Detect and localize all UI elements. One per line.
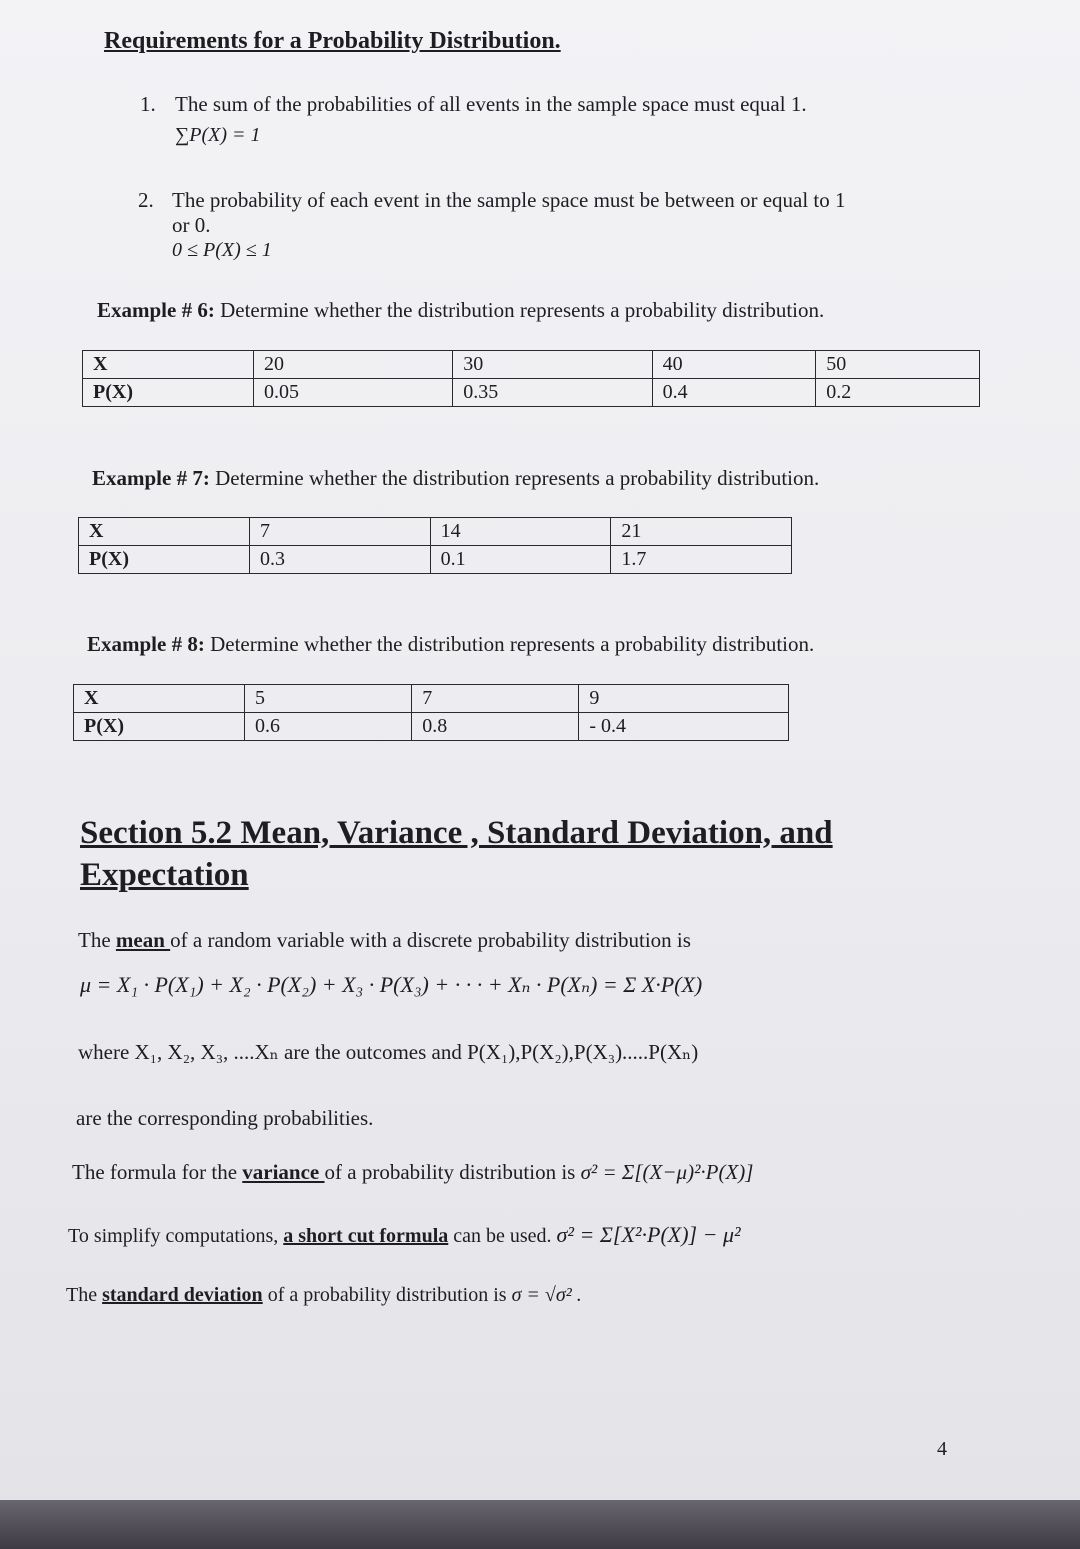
x-cell: 14 xyxy=(430,518,611,546)
x-label-cell: X xyxy=(74,685,245,713)
shortcut-term: a short cut formula xyxy=(283,1225,449,1247)
sd-term: standard deviation xyxy=(102,1284,263,1306)
x-cell: 50 xyxy=(816,351,980,379)
p-label-cell: P(X) xyxy=(79,546,250,574)
p-cell: 0.2 xyxy=(816,379,980,407)
x-cell: 40 xyxy=(652,351,816,379)
example-7-text: Determine whether the distribution represents a probability distribution. xyxy=(209,466,820,490)
variance-term: variance xyxy=(242,1160,325,1184)
example-8-text: Determine whether the distribution represents a probability distribution. xyxy=(204,632,815,656)
rule-1-number: 1. xyxy=(140,92,156,116)
example-8-label: Example # 8: xyxy=(87,632,205,656)
variance-pre: The formula for the xyxy=(72,1160,243,1184)
sd-formula: σ = √σ² . xyxy=(511,1284,582,1306)
p-cell: 0.8 xyxy=(412,713,579,741)
x-label-cell: X xyxy=(79,518,250,546)
rule-2-text-cont: or 0. xyxy=(172,213,211,237)
where-line: where X₁, X₂, X₃, ....Xₙ are the outcomes and P(X₁),P(X₂),P(X₃).....P(Xₙ) xyxy=(78,1040,699,1064)
section-title-line-1: Section 5.2 Mean, Variance , Standard Deviation, and xyxy=(80,815,833,851)
p-cell: 0.1 xyxy=(430,546,611,574)
x-label-cell: X xyxy=(83,351,254,379)
table-row xyxy=(74,713,789,741)
table-row xyxy=(83,379,980,407)
x-cell: 21 xyxy=(611,518,792,546)
p-cell: - 0.4 xyxy=(579,713,789,741)
rule-2-formula: 0 ≤ P(X) ≤ 1 xyxy=(172,239,272,261)
example-6-text: Determine whether the distribution represents a probability distribution. xyxy=(214,298,825,322)
example-7-title xyxy=(92,466,819,491)
mean-term: mean xyxy=(115,928,171,952)
mean-post: of a random variable with a discrete probability distribution is xyxy=(170,928,691,952)
example-6-table xyxy=(82,350,980,407)
p-label-cell: P(X) xyxy=(83,379,254,407)
p-label-cell: P(X) xyxy=(74,713,245,741)
variance-formula: σ² = Σ[(X−μ)²·P(X)] xyxy=(580,1160,754,1184)
shortcut-post: can be used. xyxy=(448,1225,557,1247)
shortcut-formula: σ² = Σ[X²·P(X)] − μ² xyxy=(556,1222,741,1247)
sd-pre: The xyxy=(66,1284,103,1306)
page-number: 4 xyxy=(937,1438,947,1460)
x-cell: 7 xyxy=(412,685,579,713)
p-cell: 0.6 xyxy=(245,713,412,741)
mean-formula: μ = X₁ · P(X₁) + X₂ · P(X₂) + X₃ · P(X₃) + · · · + Xₙ · P(Xₙ) = Σ X·P(X) xyxy=(80,972,703,997)
example-8-title xyxy=(87,632,814,657)
rule-1-formula: ∑P(X) = 1 xyxy=(175,124,261,146)
x-cell: 20 xyxy=(254,351,453,379)
page-heading: Requirements for a Probability Distribution. xyxy=(104,28,561,54)
x-cell: 5 xyxy=(245,685,412,713)
rule-1-text: The sum of the probabilities of all events in the sample space must equal 1. xyxy=(175,92,807,116)
section-title xyxy=(80,812,833,896)
corresponding-line: are the corresponding probabilities. xyxy=(76,1106,374,1130)
table-row xyxy=(79,518,792,546)
example-6-title xyxy=(97,298,824,323)
shortcut-pre: To simplify computations, xyxy=(68,1225,284,1247)
x-cell: 7 xyxy=(250,518,431,546)
example-6-label: Example # 6: xyxy=(97,298,215,322)
p-cell: 0.4 xyxy=(652,379,816,407)
sd-definition xyxy=(66,1284,582,1307)
shortcut-definition xyxy=(68,1222,741,1248)
table-row xyxy=(74,685,789,713)
page-bottom-edge xyxy=(0,1500,1080,1549)
example-7-table xyxy=(78,517,792,574)
table-row xyxy=(79,546,792,574)
mean-definition xyxy=(78,928,691,953)
table-row xyxy=(83,351,980,379)
p-cell: 0.05 xyxy=(254,379,453,407)
rule-2-text: The probability of each event in the sample space must be between or equal to 1 xyxy=(172,188,846,212)
example-7-label: Example # 7: xyxy=(92,466,210,490)
variance-post: of a probability distribution is xyxy=(324,1160,581,1184)
variance-definition xyxy=(72,1160,753,1185)
p-cell: 1.7 xyxy=(611,546,792,574)
section-title-line-2: Expectation xyxy=(80,857,249,893)
x-cell: 30 xyxy=(453,351,652,379)
mean-pre: The xyxy=(78,928,116,952)
p-cell: 0.3 xyxy=(250,546,431,574)
example-8-table xyxy=(73,684,789,741)
rule-2-number: 2. xyxy=(138,188,154,212)
sd-post: of a probability distribution is xyxy=(262,1284,512,1306)
x-cell: 9 xyxy=(579,685,789,713)
p-cell: 0.35 xyxy=(453,379,652,407)
